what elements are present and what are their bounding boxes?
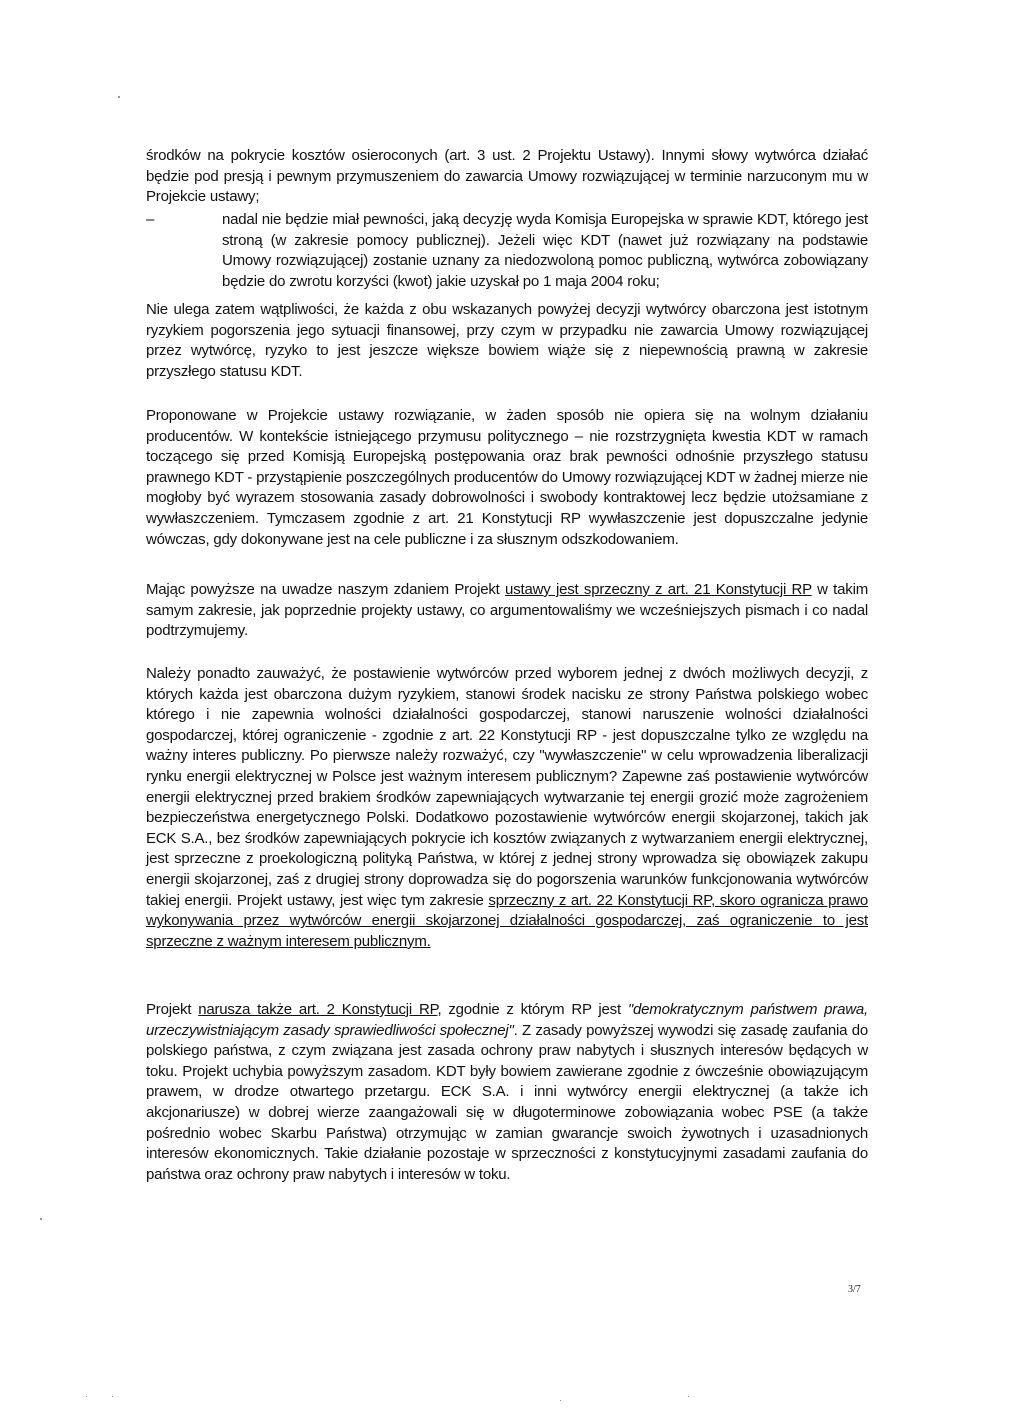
scan-speck bbox=[40, 1218, 42, 1220]
scan-speck bbox=[688, 1396, 689, 1397]
paragraph-4-part-a: Należy ponadto zauważyć, że postawienie wytwórców przed wyborem jednej z dwóch możliwych decyzji, z których każda jest obarczona dużym ryzykiem, stanowi środek nacisku ze strony Państwa polskiego wobec którego i nie zapewnia wolności działalności gospodarczej, stanowi naruszenie wolności działalności gospodarczej, której ograniczenie - zgodnie z art. 22 Konstytucji RP - jest dopuszczalne tylko ze względu na ważny interes publiczny. Po pierwsze należy rozważyć, czy "wywłaszczenie" w celu wprowadzenia liberalizacji rynku energii elektrycznej w Polsce jest ważnym interesem publicznym? Zapewne zaś postawienie wytwórców energii elektrycznej przed brakiem środków zapewniających wytwarzanie tej energii grozić może zagrożeniem bezpieczeństwa energetycznego Polski. Dodatkowo pozostawienie wytwórców energii skojarzonej, takich jak ECK S.A., bez środków zapewniających pokrycie ich kosztów związanych z wytwarzaniem energii elektrycznej, jest sprzeczne z proekologiczną polityką Państwa, w której z jednej strony wprowadza się obowiązek zakupu energii skojarzonej, zaś z drugiej strony doprowadza się do pogorszenia warunków funkcjonowania wytwórców takiej energii. Projekt ustawy, jest więc tym zakresie bbox=[146, 665, 868, 909]
bullet-dash: – bbox=[146, 211, 155, 228]
paragraph-3-underlined: ustawy jest sprzeczny z art. 21 Konstytucji RP bbox=[505, 581, 812, 598]
paragraph-5-part-c: . Z zasady powyższej wywodzi się zasadę zaufania do polskiego państwa, z czym związana jest zasada ochrony praw nabytych i słusznych interesów będących w toku. Projekt uchybia powyższym zasadom. KDT były bowiem zawierane zgodnie z ówcześnie obowiązującym prawem, w drodze otwartego przetargu. ECK S.A. i inni wytwórcy energii elektrycznej (a także ich akcjonariusze) w dobrej wierze zaangażowali się w długoterminowe zobowiązania wobec PSE (a także pośrednio wobec Skarbu Państwa) otrzymując w zamian gwarancje swoich żywotnych i uzasadnionych interesów ekonomicznych. Takie działanie pozostaje w sprzeczności z konstytucyjnymi zasadami zaufania do państwa oraz ochrony praw nabytych i interesów w toku. bbox=[146, 1021, 868, 1183]
paragraph-3-text bbox=[146, 580, 868, 642]
paragraph-3-part-b: w takim samym zakresie, jak poprzednie projekty ustawy, co argumentowaliśmy we wcześniejszych pismach i co nadal podtrzymujemy. bbox=[146, 581, 868, 640]
intro-paragraph bbox=[146, 146, 868, 208]
paragraph-5 bbox=[146, 1000, 868, 1185]
bullet-item bbox=[146, 210, 868, 292]
paragraph-1-text: Nie ulega zatem wątpliwości, że każda z obu wskazanych powyżej decyzji wytwórcy obarczona jest istotnym ryzykiem pogorszenia jego sytuacji finansowej, przy czym w przypadku nie zawarcia Umowy rozwiązującej przez wytwórcę, ryzyko to jest jeszcze większe bowiem wiąże się z niepewnością prawną w zakresie przyszłego statusu KDT. bbox=[146, 301, 868, 380]
paragraph-4-text bbox=[146, 664, 868, 952]
bullet-list bbox=[146, 210, 868, 292]
page-number: 3/7 bbox=[848, 1284, 861, 1295]
paragraph-3 bbox=[146, 580, 868, 642]
paragraph-4 bbox=[146, 664, 868, 952]
paragraph-5-text bbox=[146, 1000, 868, 1185]
paragraph-5-part-b: , zgodnie z którym RP jest bbox=[437, 1001, 628, 1018]
scan-speck bbox=[560, 1400, 561, 1401]
paragraph-5-part-a: Projekt bbox=[146, 1001, 199, 1018]
bullet-text: nadal nie będzie miał pewności, jaką decyzję wyda Komisja Europejska w sprawie KDT, którego jest stroną (w zakresie pomocy publicznej). Jeżeli więc KDT (nawet już rozwiązany na podstawie Umowy rozwiązującej) zostanie uznany za niedozwoloną pomoc publiczną, wytwórca zobowiązany będzie do zwrotu korzyści (kwot) jakie uzyskał po 1 maja 2004 roku; bbox=[222, 211, 868, 290]
scan-speck bbox=[112, 1396, 113, 1397]
scan-speck bbox=[86, 1396, 87, 1397]
paragraph-2-text: Proponowane w Projekcie ustawy rozwiązanie, w żaden sposób nie opiera się na wolnym działaniu producentów. W kontekście istniejącego przymusu politycznego – nie rozstrzygnięta kwestia KDT w ramach toczącego się przed Komisją Europejską postępowania oraz brak pewności odnośnie przyszłego statusu prawnego KDT - przystąpienie poszczególnych producentów do Umowy rozwiązującej KDT w żadnej mierze nie mogłoby być wyrazem stosowania zasady dobrowolności i swobody kontraktowej lecz będzie utożsamiane z wywłaszczeniem. Tymczasem zgodnie z art. 21 Konstytucji RP wywłaszczenie jest dopuszczalne jedynie wówczas, gdy dokonywane jest na cele publiczne i za słusznym odszkodowaniem. bbox=[146, 407, 868, 548]
scan-speck bbox=[118, 96, 120, 98]
paragraph-4-underlined: sprzeczny z art. 22 Konstytucji RP, skoro ogranicza prawo wykonywania przez wytwórców energii skojarzonej działalności gospodarczej, zaś ograniczenie to jest sprzeczne z ważnym interesem publicznym. bbox=[146, 891, 868, 950]
paragraph-2 bbox=[146, 406, 868, 550]
paragraph-5-underlined: narusza także art. 2 Konstytucji RP bbox=[198, 1001, 438, 1018]
paragraph-1 bbox=[146, 300, 868, 382]
intro-text: środków na pokrycie kosztów osieroconych (art. 3 ust. 2 Projektu Ustawy). Innymi słowy wytwórca działać będzie pod presją i pewnym przymuszeniem do zawarcia Umowy rozwiązującej w terminie narzuconym mu w Projekcie ustawy; bbox=[146, 147, 868, 206]
paragraph-5-italic-quote: "demokratycznym państwem prawa, urzeczywistniającym zasady sprawiedliwości społecznej" bbox=[146, 1001, 868, 1039]
paragraph-3-part-a: Mając powyższe na uwadze naszym zdaniem Projekt bbox=[146, 581, 506, 598]
